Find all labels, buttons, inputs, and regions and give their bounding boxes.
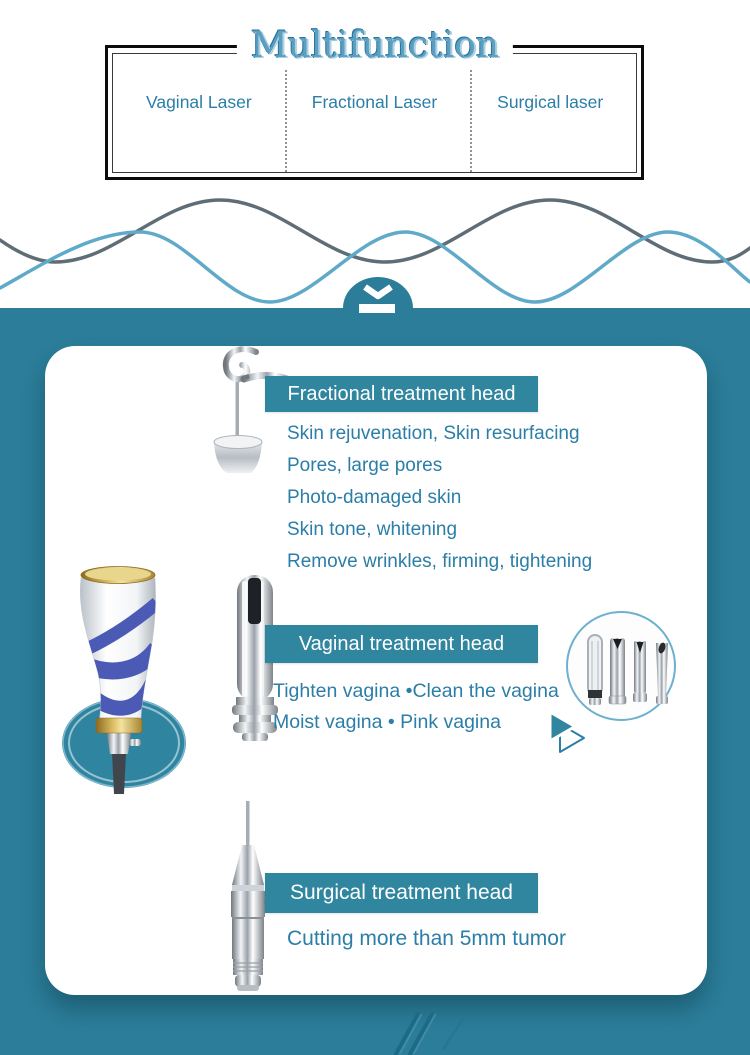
feature-item: Moist vagina • Pink vagina [273,711,501,733]
feature-list-vaginal [273,676,559,738]
column-label-vaginal: Vaginal Laser [145,92,252,112]
section-banner-vaginal: Vaginal treatment head [265,625,538,663]
column-label-fractional: Fractional Laser [311,92,438,112]
feature-item: Cutting more than 5mm tumor [287,927,566,950]
feature-item: Remove wrinkles, firming, tightening [287,551,593,572]
feature-item: Photo-damaged skin [287,487,462,508]
feature-item: Skin rejuvenation, Skin resurfacing [287,423,580,444]
tips-circle-image [563,608,679,724]
tray-bar-icon [359,304,395,313]
handpiece-image [60,558,195,798]
feature-item: Skin tone, whitening [287,519,458,540]
play-button-icon[interactable] [545,708,590,753]
feature-item: Tighten vagina •Clean the vagina [273,680,559,702]
slash-marks [378,1008,488,1055]
column-divider [285,66,287,172]
column-label-surgical: Surgical laser [497,92,604,112]
page-title: Multifunction [237,24,513,68]
laser-type-row [111,90,638,114]
column-divider [470,66,472,172]
feature-list-fractional [287,418,592,578]
content-card [45,346,707,995]
scroll-down-dome [343,277,413,317]
feature-item: Pores, large pores [287,455,443,476]
wave-gray [0,200,750,262]
section-banner-fractional: Fractional treatment head [265,376,538,412]
section-banner-surgical: Surgical treatment head [265,873,538,913]
